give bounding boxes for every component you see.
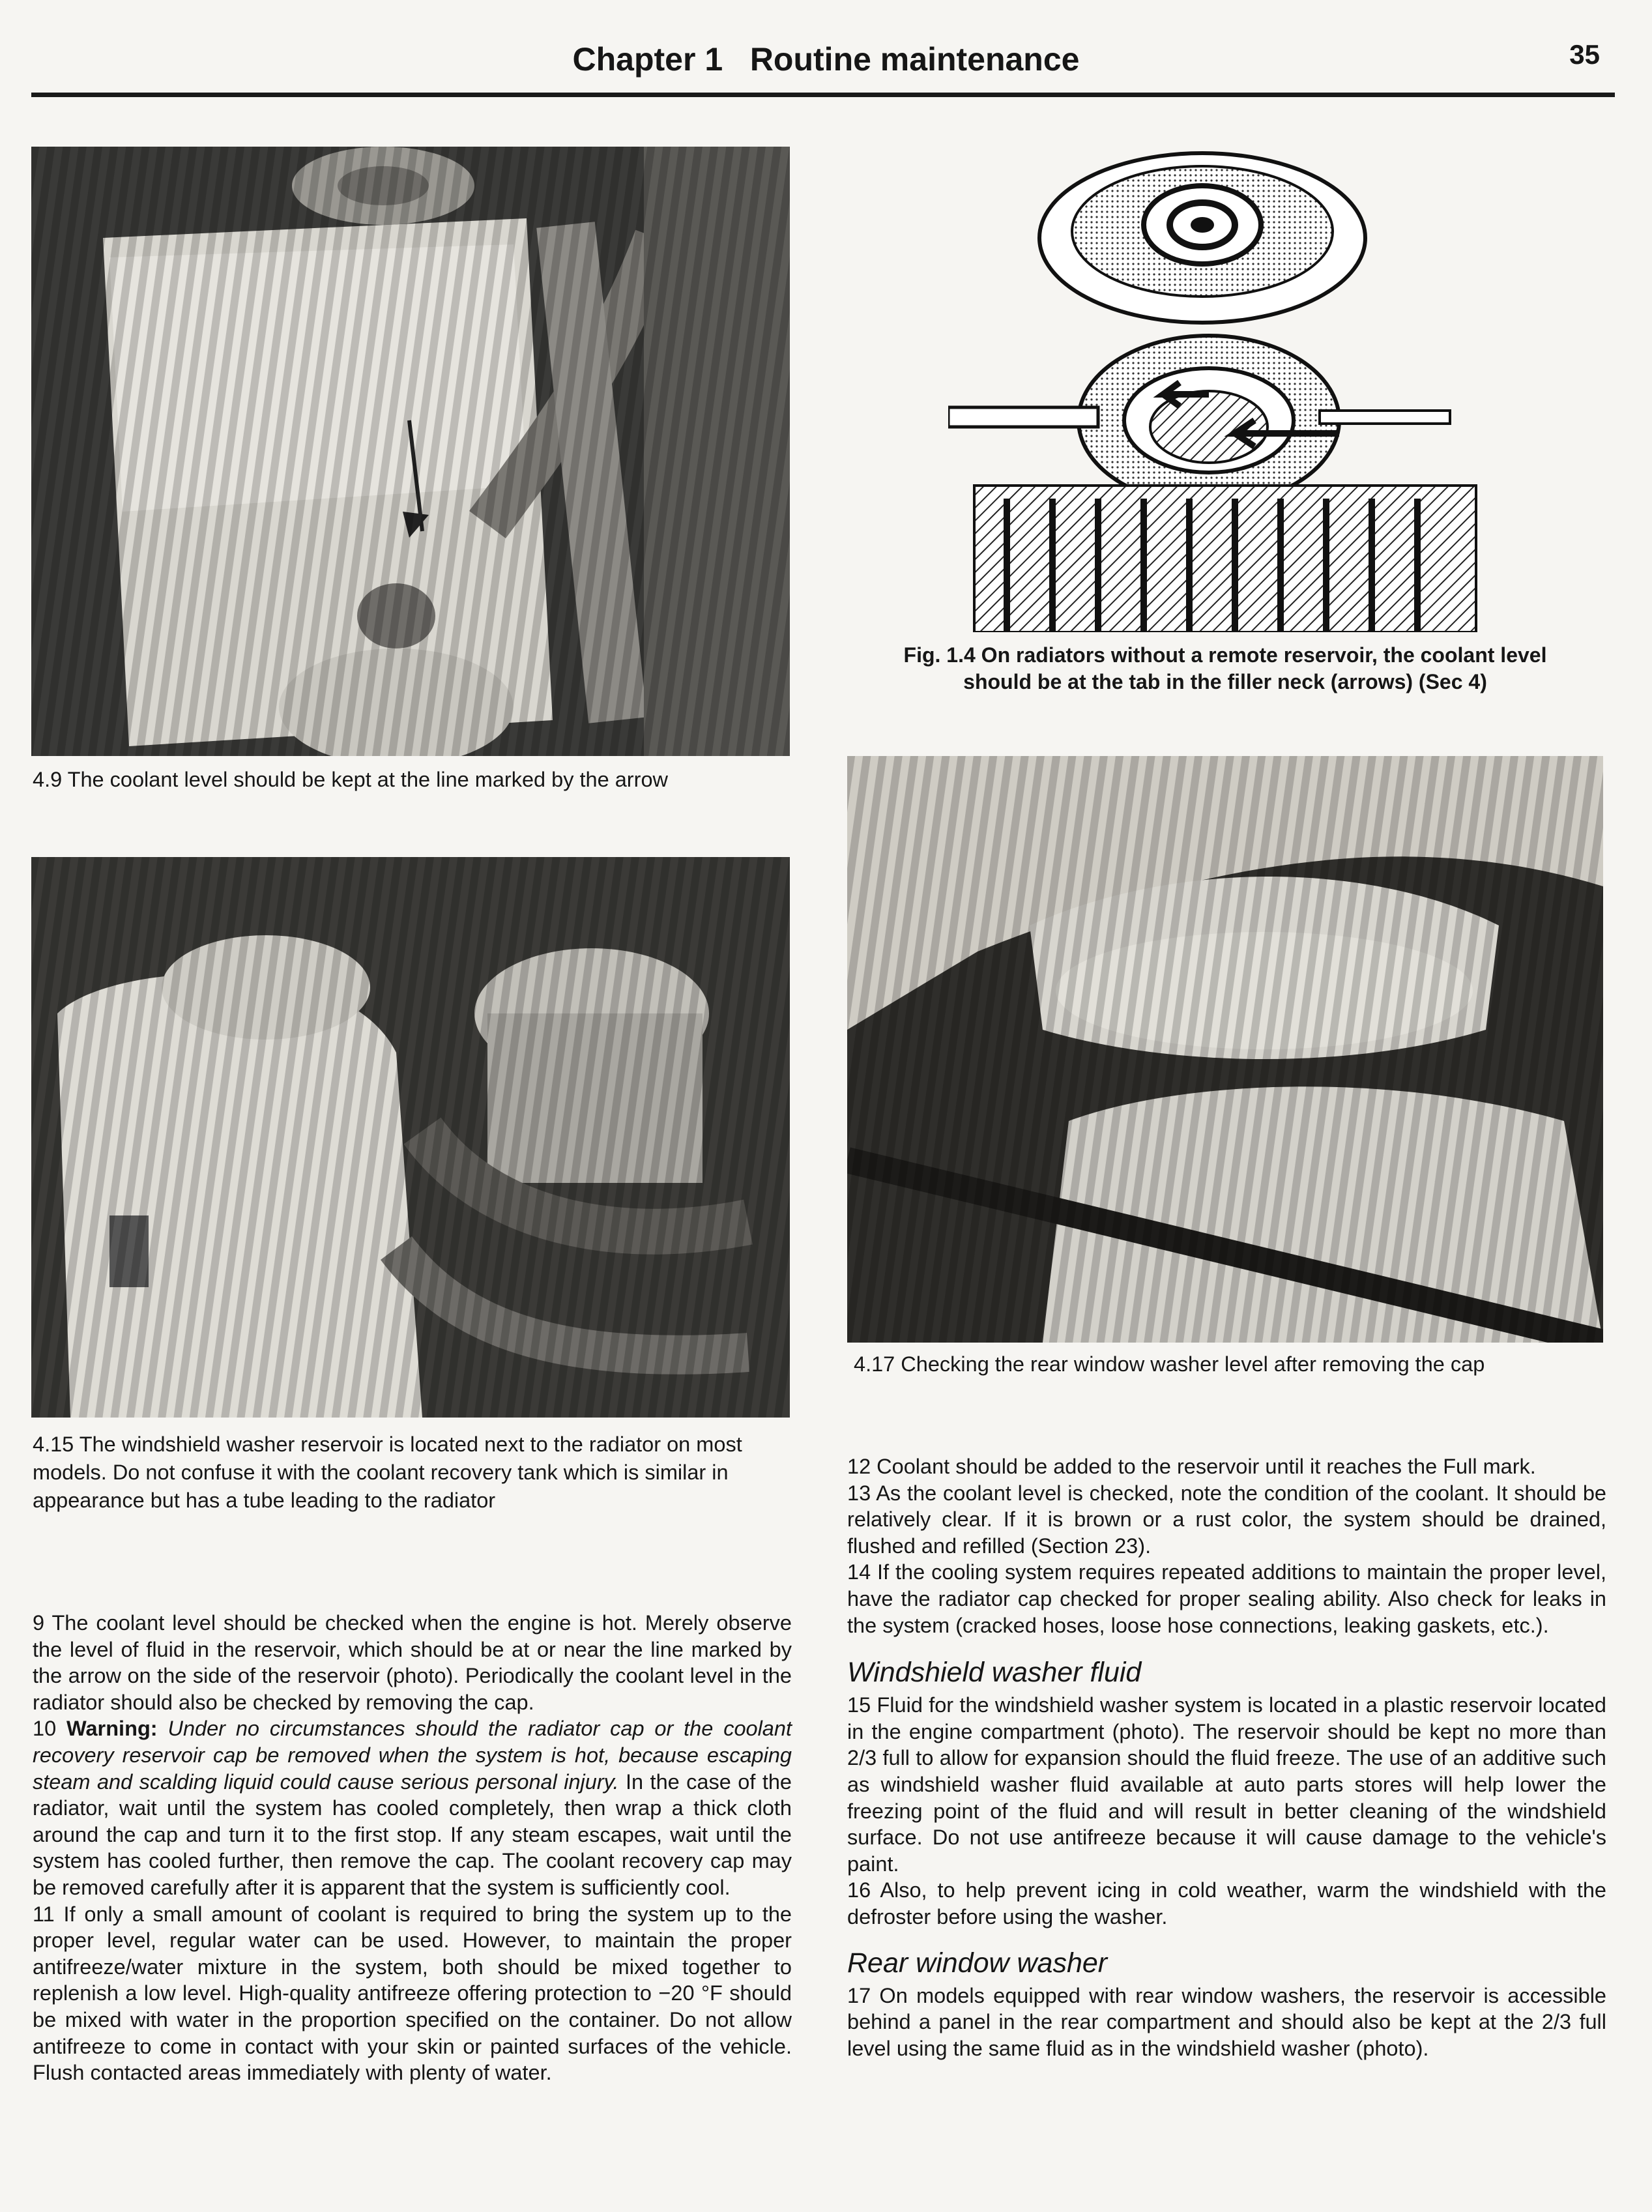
radiator-cap-diagram [948, 147, 1479, 632]
heading-windshield-washer: Windshield washer fluid [847, 1657, 1142, 1689]
caption-4-15: 4.15 The windshield washer reservoir is located next to the radiator on most models. Do not confuse it with the coolant recovery tank which is similar in appearance but has a tube leading to the radiator [33, 1433, 742, 1512]
paragraph-13: 13 As the coolant level is checked, note the condition of the coolant. It should be relatively clear. If it is brown or a rust color, the system should be drained, flushed and refilled (Section 23). [847, 1481, 1606, 1558]
warning-text: Under no circumstances should the radiator cap or the coolant recovery reservoir cap be removed when the system is hot, because escaping steam and scalding liquid could cause serious personal injury. [33, 1717, 792, 1794]
paragraph-12: 12 Coolant should be added to the reservoir until it reaches the Full mark. [847, 1455, 1536, 1478]
paragraph-10 [33, 1715, 792, 1900]
rear-washer-photo [847, 756, 1603, 1343]
warning-label: Warning: [66, 1717, 158, 1741]
paragraph-17: 17 On models equipped with rear window washers, the reservoir is accessible behind a panel in the rear compartment and should also be kept at the 2/3 full level using the same fluid as in the windshield washer (photo). [847, 1983, 1606, 2060]
paragraph-10-number: 10 [33, 1717, 57, 1741]
page-number: 35 [1569, 39, 1600, 70]
paragraph-15: 15 Fluid for the windshield washer system is located in a plastic reservoir located in the engine compartment (photo). The reservoir should be kept no more than 2/3 full to allow for expansion should the fluid freeze. The use of an additive such as windshield washer fluid available at auto parts stores will help lower the freezing point of the fluid and will result in better cleaning of the windshield surface. Do not use antifreeze because it will cause damage to the vehicle's paint. [847, 1693, 1606, 1876]
right-column-text [847, 1453, 1606, 2061]
header-rule [31, 93, 1615, 97]
chapter-label: Chapter 1 [572, 41, 723, 78]
caption-4-17: 4.17 Checking the rear window washer level after removing the cap [854, 1352, 1485, 1376]
paragraph-10-rest: In the case of the radiator, wait until the system has cooled completely, then wrap a thick cloth around the cap and turn it to the first stop. If any steam escapes, wait until the system has cooled further, then remove the cap. The coolant recovery cap may be removed carefully after it is apparent that the system is sufficiently cool. [33, 1769, 792, 1899]
coolant-reservoir-photo [31, 147, 790, 756]
chapter-title: Routine maintenance [749, 41, 1080, 78]
caption-4-9: 4.9 The coolant level should be kept at the line marked by the arrow [33, 768, 668, 791]
paragraph-16: 16 Also, to help prevent icing in cold weather, warm the windshield with the defroster before using the washer. [847, 1878, 1606, 1928]
paragraph-14: 14 If the cooling system requires repeated additions to maintain the proper level, have the radiator cap checked for proper sealing ability. Also check for leaks in the system (cracked hoses, loose hose connections, leaking gaskets, etc.). [847, 1560, 1606, 1637]
caption-fig-1-4: Fig. 1.4 On radiators without a remote reservoir, the coolant level should be at the tab in the filler neck (arrows) (Sec 4) [903, 643, 1547, 693]
left-column-text [33, 1610, 792, 2086]
paragraph-11: 11 If only a small amount of coolant is required to bring the system up to the proper level, regular water can be used. However, to maintain the proper antifreeze/water mixture in the system, both should be mixed together to replenish a low level. High-quality antifreeze offering protection to −20 °F should be mixed with water in the proportion specified on the container. Do not allow antifreeze to come in contact with your skin or painted surfaces of the vehicle. Flush contacted areas immediately with plenty of water. [33, 1902, 792, 2085]
washer-reservoir-photo [31, 857, 790, 1418]
heading-rear-window-washer: Rear window washer [847, 1947, 1108, 1979]
paragraph-9: 9 The coolant level should be checked when the engine is hot. Merely observe the level of fluid in the reservoir, which should be at or near the line marked by the arrow on the side of the reservoir (photo). Periodically the coolant level in the radiator should also be checked by removing the cap. [33, 1611, 792, 1714]
page-header [0, 40, 1652, 78]
